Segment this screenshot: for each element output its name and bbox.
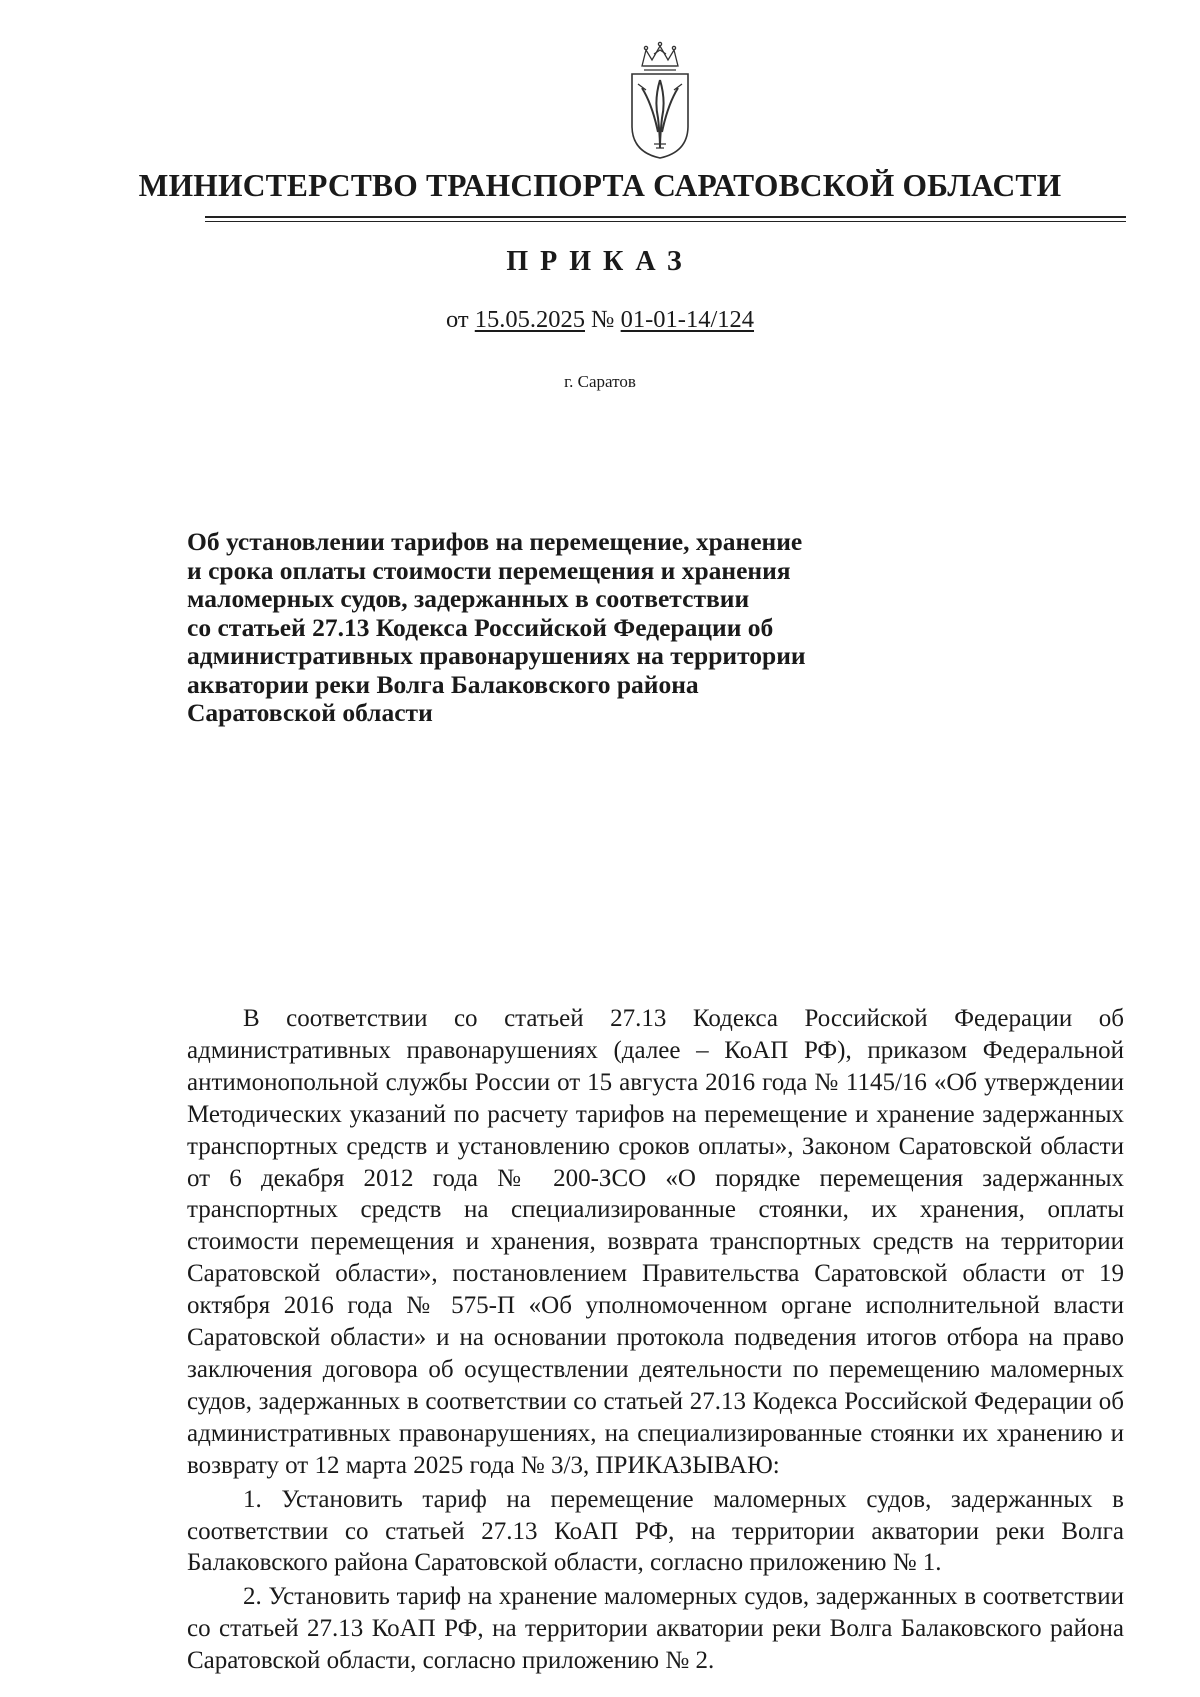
- order-subject: [187, 528, 877, 728]
- subject-line: и срока оплаты стоимости перемещения и хранения: [187, 555, 791, 585]
- subject-line: Саратовской области: [187, 698, 433, 727]
- date-number-line: [0, 306, 1200, 334]
- order-date: 15.05.2025: [474, 306, 585, 333]
- subject-line: Об установлении тарифов на перемещение, хранение: [187, 527, 803, 556]
- header-rule-thick: [205, 216, 1126, 218]
- saratov-coat-of-arms-icon: [624, 40, 696, 162]
- subject-line: маломерных судов, задержанных в соответствии: [187, 584, 750, 613]
- preamble-paragraph: В соответствии со статьей 27.13 Кодекса Российской Федерации об административных правонарушениях (далее – КоАП РФ), приказом Федеральной антимонопольной службы России от 15 августа 2016 года № 1145/16 «Об утверждении Методических указаний по расчету тарифов на перемещение и хранение задержанных транспортных средств и установлению сроков оплаты», Законом Саратовской области от 6 декабря 2012 года № 200-ЗСО «О порядке перемещения задержанных транспортных средств на специализированные стоянки, их хранения, оплаты стоимости перемещения и хранения, возврата транспортных средств на территории Саратовской области», постановлением Правительства Саратовской области от 19 октября 2016 года № 575-П «Об уполномоченном органе исполнительной власти Саратовской области» и на основании протокола подведения итогов отбора на право заключения договора об осуществлении деятельности по перемещению маломерных судов, задержанных в соответствии со статьей 27.13 Кодекса Российской Федерации об административных правонарушениях, на специализированные стоянки их хранению и возврату от 12 марта 2025 года № 3/3, ПРИКАЗЫВАЮ:: [187, 1005, 1124, 1479]
- subject-line: административных правонарушениях на территории: [187, 641, 806, 670]
- number-prefix: №: [585, 306, 621, 333]
- order-number: 01-01-14/124: [620, 306, 755, 333]
- subject-line: акватории реки Волга Балаковского района: [187, 669, 699, 699]
- document-type: ПРИКАЗ: [506, 246, 694, 277]
- order-item-2: 2. Установить тариф на хранение маломерных судов, задержанных в соответствии со статьей 27.13 КоАП РФ, на территории акватории реки Волга Балаковского района Саратовской области, согласно приложению № 2.: [187, 1583, 1124, 1675]
- subject-line: со статьей 27.13 Кодекса Российской Федерации об: [187, 612, 774, 642]
- order-body: [187, 1003, 1124, 1677]
- ministry-name: МИНИСТЕРСТВО ТРАНСПОРТА САРАТОВСКОЙ ОБЛАСТИ: [138, 168, 1062, 203]
- date-prefix: от: [445, 306, 475, 333]
- place-of-issue: г. Саратов: [564, 372, 636, 391]
- header-rule-thin: [205, 221, 1126, 222]
- order-item-1: 1. Установить тариф на перемещение маломерных судов, задержанных в соответствии со статьей 27.13 КоАП РФ, на территории акватории реки Волга Балаковского района Саратовской области, согласно приложению № 1.: [187, 1485, 1124, 1577]
